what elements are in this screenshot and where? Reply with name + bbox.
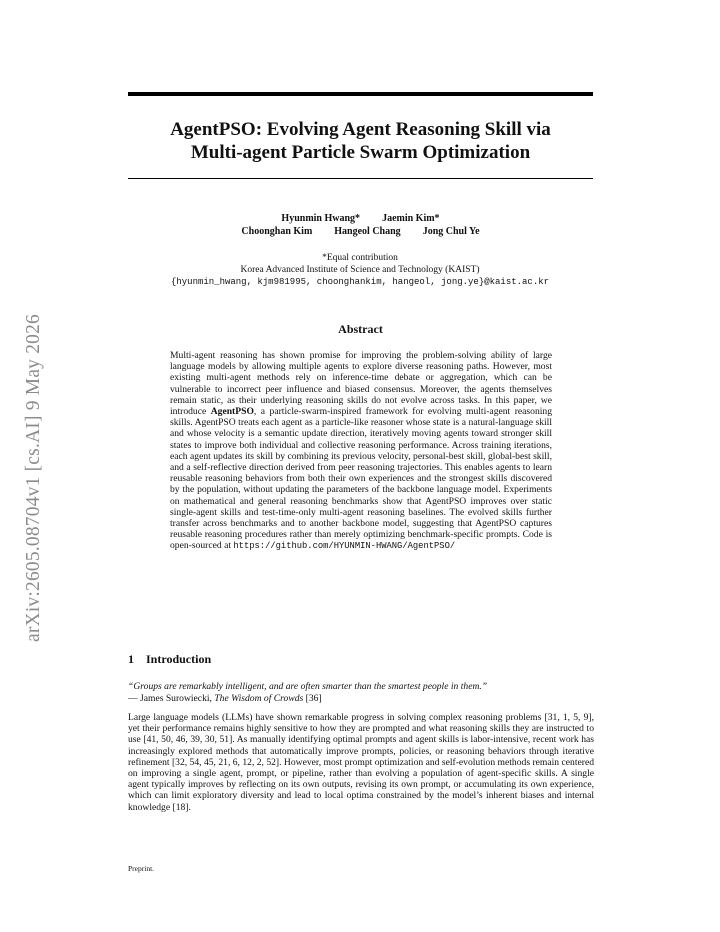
author-row-1 [128,212,593,225]
title-line-2: Multi-agent Particle Swarm Optimization [190,142,531,163]
method-name: AgentPSO [210,406,254,418]
epigraph-quote: “Groups are remarkably intelligent, and are often smarter than the smartest people in them.” [128,681,488,692]
section-title: Introduction [146,652,212,666]
abstract-body [170,350,552,553]
equal-contribution-note: *Equal contribution [322,253,398,263]
arxiv-identifier [22,262,46,694]
author-name: Jaemin Kim* [382,213,440,224]
epigraph-citation: [36] [303,692,322,704]
introduction-paragraph: Large language models (LLMs) have shown remarkable progress in solving complex reasoning problems [31, 1, 5, 9], yet their performance remains highly sensitive to how they are prompted and what reasoning skills they are instructed to use [41, 50, 46, 39, 30, 51]. As manually identifying optimal prompts and agent skills is labor-intensive, recent work has increasingly explored methods that automatically improve prompts, policies, or reasoning behaviors through iterative refinement [32, 54, 45, 21, 6, 12, 2, 52]. However, most prompt optimization and self-evolution methods remain centered on improving a single agent, prompt, or pipeline, rather than evolving a population of agent-specific skills. A single agent typically improves by reflecting on its own outputs, revising its own prompt, or accumulating its own experience, which can limit exploratory diversity and lead to local optima constrained by the model’s inherent biases and internal knowledge [18]. [128,712,594,813]
author-name: Hyunmin Hwang* [281,213,361,224]
author-block [128,212,593,238]
section-heading-introduction [128,652,211,667]
epigraph-attribution: — James Surowiecki, [128,692,215,704]
institution-name: Korea Advanced Institute of Science and Technology (KAIST) [240,265,480,275]
code-repository-link[interactable]: https://github.com/HYUNMIN-HWANG/AgentPSO/ [233,541,456,552]
author-name: Jong Chul Ye [422,226,480,237]
abstract-text-part-2: , a particle-swarm-inspired framework for evolving multi-agent reasoning skills. AgentPSO treats each agent as a particle-like reasoner whose state is a natural-language skill and whose velocity is a semantic update direction, iteratively moving agents toward stronger skill states to improve both individual and collective reasoning performance. Across training iterations, each agent updates its skill by combining its previous velocity, personal-best skill, global-best skill, and a self-reflective direction derived from peer reasoning trajectories. This enables agents to learn reusable reasoning behaviors from both their own experiences and the strongest skills discovered by the population, without updating the parameters of the backbone language model. Experiments on mathematical and general reasoning benchmarks show that AgentPSO improves over static single-agent skills and test-time-only multi-agent reasoning baselines. The evolved skills further transfer across benchmarks and to another backbone model, suggesting that AgentPSO captures reusable reasoning procedures rather than merely optimizing benchmark-specific prompts. Code is open-sourced at [170,406,553,552]
author-name: Choonghan Kim [241,226,313,237]
preprint-footer: Preprint. [128,864,155,873]
author-emails: {hyunmin_hwang, kjm981995, choonghankim, hangeol, jong.ye}@kaist.ac.kr [170,277,550,287]
author-name: Hangeol Chang [334,226,401,237]
title-bottom-rule [128,178,593,179]
epigraph [128,681,598,704]
title-line-1: AgentPSO: Evolving Agent Reasoning Skill via [170,119,551,140]
epigraph-book-title: The Wisdom of Crowds [214,692,304,704]
abstract-text-part-1: Multi-agent reasoning has shown promise for improving the problem-solving ability of large language models by allowing multiple agents to explore diverse reasoning paths. However, most existing multi-agent methods rely on inference-time debate or aggregation, which can be vulnerable to incorrect peer influence and biased consensus. Moreover, the agents themselves remain static, as their underlying reasoning skills do not evolve across tasks. In this paper, we introduce [170,350,552,418]
abstract-heading: Abstract [338,322,383,336]
paper-title [128,118,593,164]
title-top-rule [128,92,593,96]
affiliation-block [100,252,620,288]
author-row-2 [128,225,593,238]
arxiv-identifier-text: arXiv:2605.08704v1 [cs.AI] 9 May 2026 [23,313,44,643]
section-number: 1 [128,652,134,666]
